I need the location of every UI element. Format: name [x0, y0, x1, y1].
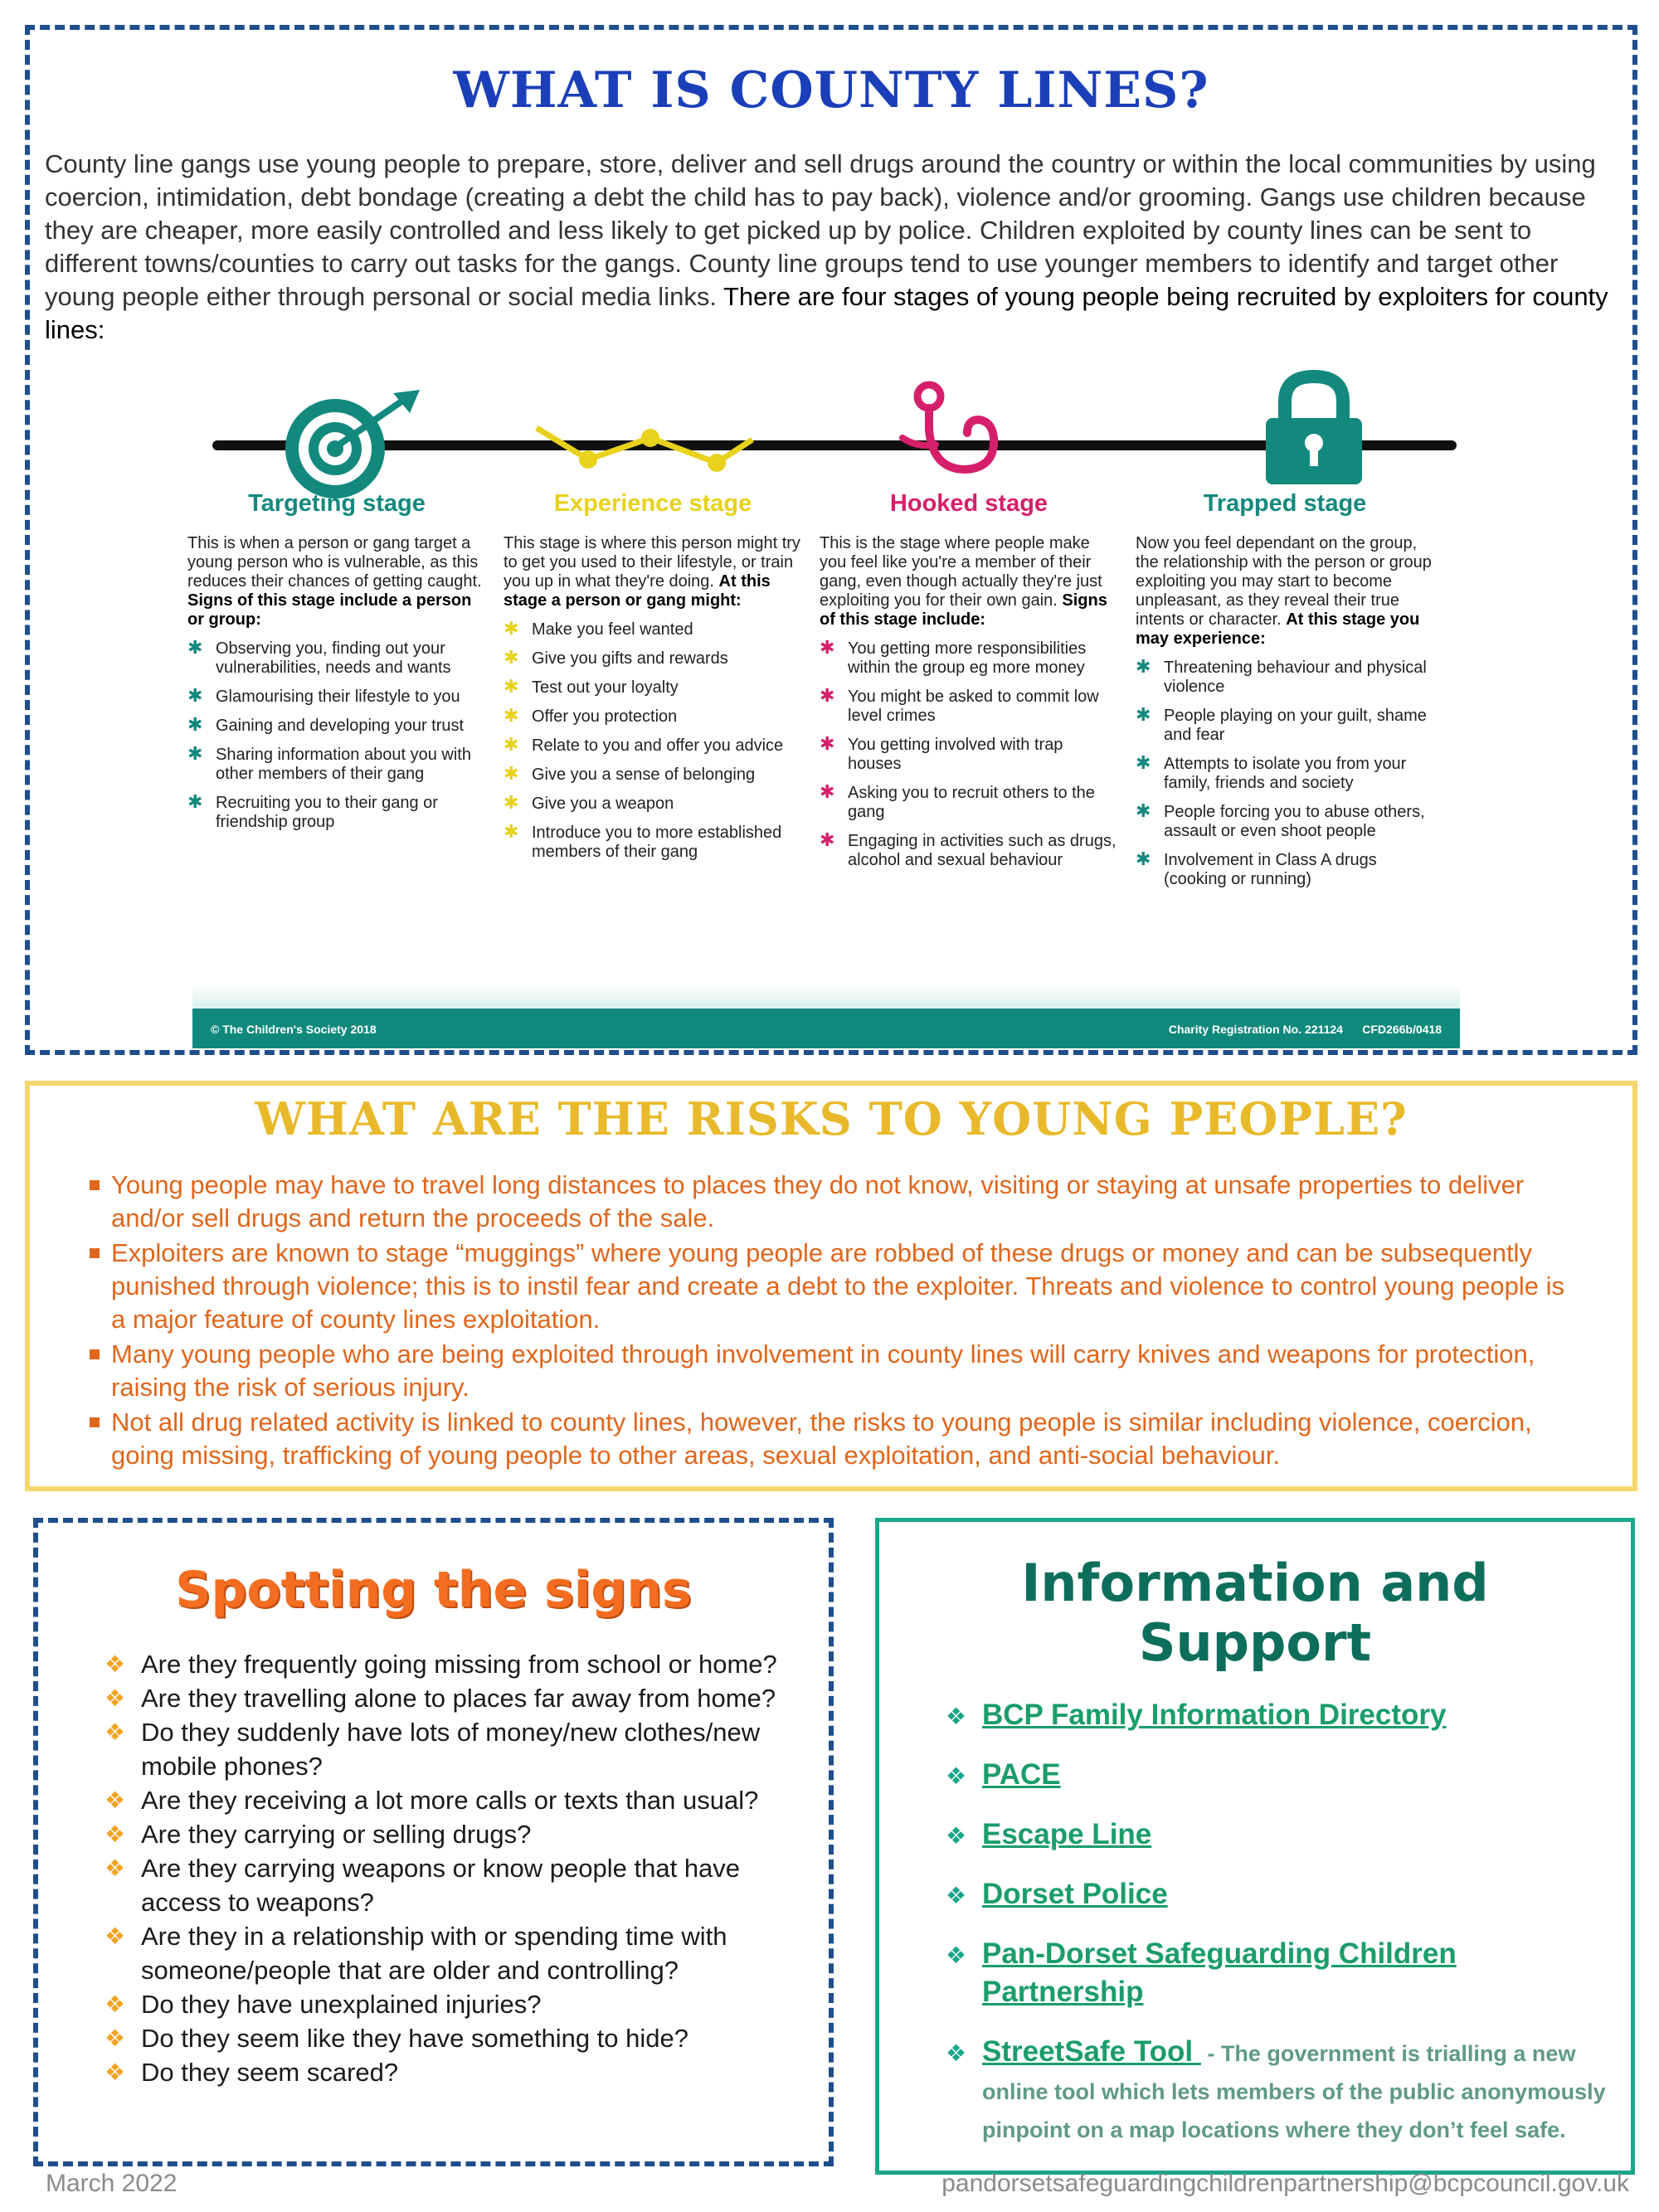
stage-trapped	[1136, 490, 1434, 899]
list-item: ✱ You might be asked to commit low level crimes	[820, 685, 1099, 725]
stages-infographic	[169, 370, 1460, 1036]
charity-registration-text: Charity Registration No. 221124 CFD266b/0418	[1168, 1023, 1442, 1036]
diamond-bullet-icon: ❖	[105, 1685, 126, 1711]
fish-hook-icon	[899, 378, 1015, 486]
link-pace[interactable]: PACE	[982, 1758, 1061, 1791]
intro-paragraph	[45, 148, 1618, 347]
graphic-footer-band	[192, 1009, 1460, 1048]
info-title: Information and Support	[1021, 1553, 1489, 1673]
stage-title: Hooked stage	[889, 490, 1048, 517]
diamond-bullet-icon: ❖	[105, 2025, 126, 2051]
diamond-bullet-icon: ❖	[946, 1763, 967, 1789]
diamond-bullet-icon: ❖	[105, 1855, 126, 1881]
diamond-bullet-icon: ❖	[946, 1704, 967, 1729]
signs-list	[105, 1647, 820, 2089]
list-item: ✱ Recruiting you to their gang or friendship group	[187, 791, 438, 831]
list-item: ✱ Give you a weapon	[504, 792, 674, 813]
diamond-bullet-icon: ❖	[105, 1991, 126, 2017]
list-item	[946, 1696, 1614, 1734]
diamond-bullet-icon: ❖	[105, 2059, 126, 2085]
link-escape-line[interactable]: Escape Line	[982, 1818, 1152, 1850]
stage-hooked	[820, 490, 1118, 880]
list-item: ✱ People forcing you to abuse others, assault or even shoot people	[1136, 800, 1425, 840]
list-item: ✱ Involvement in Class A drugs (cooking or running)	[1136, 848, 1377, 888]
list-item	[946, 1935, 1614, 2011]
list-item: ❖ Do they seem like they have something to hide?	[105, 2021, 820, 2055]
stage-description: This stage is where this person might try to get you used to their lifestyle, or train you up in what they're doing. At this stage a person or gang might:	[504, 534, 800, 610]
list-item	[946, 2033, 1614, 2147]
link-streetsafe-tool[interactable]: StreetSafe Tool	[982, 2035, 1201, 2068]
list-item: ❖ Do they suddenly have lots of money/new clothes/new mobile phones?	[105, 1715, 820, 1783]
stage-title: Experience stage	[553, 490, 752, 517]
stage-list	[504, 620, 802, 862]
list-item: ✱ Engaging in activities such as drugs, alcohol and sexual behaviour	[820, 829, 1117, 869]
list-item: ✱ Relate to you and offer you advice	[504, 734, 784, 755]
link-pan-dorset-safeguarding[interactable]: Pan-Dorset Safeguarding Children Partnership	[982, 1937, 1457, 2008]
footer-date: March 2022	[46, 2170, 178, 2197]
streetsafe-description: - The government is trialling a new online tool which lets members of the public anonymously pinpoint on a map locations where they don’t feel safe.	[982, 2041, 1606, 2142]
stage-description: This is when a person or gang target a young person who is vulnerable, as this reduces their chances of getting caught. Signs of this stage include a person or group:	[187, 534, 482, 629]
graphic-fade	[192, 984, 1460, 1012]
info-links-list	[946, 1696, 1614, 2169]
list-item: ❖ Are they frequently going missing from school or home?	[105, 1647, 820, 1681]
list-item: Young people may have to travel long distances to places they do not know, visiting or staying at unsafe properties to deliver and/or sell drugs and return the proceeds of the sale.	[88, 1169, 1583, 1235]
diamond-bullet-icon: ❖	[105, 1923, 126, 1949]
list-item: Exploiters are known to stage “muggings” where young people are robbed of these drugs or money and can be subsequently punished through violence; this is to instil fear and create a debt to the exploiter. Threats and violence to control young people is a major feature of county lines exploitation.	[88, 1237, 1583, 1336]
diamond-bullet-icon: ❖	[946, 1942, 967, 1968]
link-bcp-family-directory[interactable]: BCP Family Information Directory	[982, 1699, 1447, 1731]
link-dorset-police[interactable]: Dorset Police	[982, 1878, 1168, 1910]
stage-list	[187, 639, 486, 832]
list-item: ✱ Introduce you to more established members of their gang	[504, 821, 782, 861]
list-item: ❖ Do they have unexplained injuries?	[105, 1987, 820, 2021]
stage-title: Targeting stage	[248, 490, 426, 517]
stage-description: Now you feel dependant on the group, the relationship with the person or group exploiting you may start to become unpleasant, as they reveal their true intents or character. At this stage you may experience:	[1136, 534, 1432, 648]
diamond-bullet-icon: ❖	[105, 1651, 126, 1677]
intro-main: County line gangs use young people to prepare, store, deliver and sell drugs around the country or within the local communities by using coercion, intimidation, debt bondage (creating a debt the child has to pay back), violence and/or grooming. Gangs use children because they are cheaper, more easily controlled and less likely to get picked up by police. Children exploited by county lines can be sent to different towns/counties to carry out tasks for the gangs. County line groups tend to use younger members to identify and target other young people either through personal or social media links.	[45, 149, 1596, 311]
diamond-bullet-icon: ❖	[105, 1821, 126, 1847]
diamond-bullet-icon: ❖	[105, 1719, 126, 1745]
list-item: ✱ Attempts to isolate you from your family, friends and society	[1136, 752, 1407, 792]
diamond-bullet-icon: ❖	[105, 1787, 126, 1813]
list-item: ✱ Sharing information about you with other members of their gang	[187, 743, 471, 783]
line-graph-icon	[530, 403, 762, 478]
list-item: ❖ Are they travelling alone to places far away from home?	[105, 1681, 820, 1715]
list-item: ✱ People playing on your guilt, shame and fear	[1136, 704, 1427, 744]
list-item: ✱ Observing you, finding out your vulnerabilities, needs and wants	[187, 637, 451, 677]
list-item: ❖ Are they receiving a lot more calls or texts than usual?	[105, 1783, 820, 1817]
footer-email[interactable]: pandorsetsafeguardingchildrenpartnership@bcpcouncil.gov.uk	[941, 2170, 1629, 2197]
list-item: ✱ You getting more responsibilities within the group eg more money	[820, 637, 1087, 677]
padlock-icon	[1248, 370, 1380, 486]
list-item: ✱ Offer you protection	[504, 705, 678, 726]
intro-end: There are four stages of young people being recruited by exploiters for county lines:	[45, 282, 1608, 344]
list-item: ✱ Gaining and developing your trust	[187, 714, 465, 735]
list-item: ✱ Give you a sense of belonging	[504, 763, 756, 784]
list-item	[946, 1875, 1614, 1913]
diamond-bullet-icon: ❖	[946, 1823, 967, 1849]
stage-targeting	[187, 490, 486, 842]
stage-experience	[504, 490, 802, 872]
list-item: ✱ You getting involved with trap houses	[820, 733, 1063, 773]
list-item: ✱ Glamourising their lifestyle to you	[187, 685, 460, 706]
list-item: Not all drug related activity is linked to county lines, however, the risks to young people is similar including violence, coercion, going missing, trafficking of young people to other areas, sexual exploitation, and anti-social behaviour.	[88, 1406, 1583, 1472]
signs-title: Spotting the signs	[175, 1561, 692, 1619]
stage-list	[820, 639, 1118, 870]
copyright-text: © The Children's Society 2018	[211, 1023, 377, 1036]
diamond-bullet-icon: ❖	[946, 2040, 967, 2066]
list-item: Many young people who are being exploited through involvement in county lines will carry knives and weapons for protection, raising the risk of serious injury.	[88, 1338, 1583, 1404]
info-support-section	[875, 1518, 1635, 2175]
signs-section	[33, 1518, 834, 2166]
list-item: ✱ Give you gifts and rewards	[504, 647, 728, 668]
risks-section	[25, 1081, 1637, 1491]
list-item: ✱ Threatening behaviour and physical violence	[1136, 656, 1427, 696]
stage-list	[1136, 656, 1434, 889]
diamond-bullet-icon: ❖	[946, 1883, 967, 1908]
list-item	[946, 1756, 1614, 1794]
list-item: ❖ Are they in a relationship with or spending time with someone/people that are older and controlling?	[105, 1919, 820, 1987]
list-item: ❖ Are they carrying weapons or know people that have access to weapons?	[105, 1851, 820, 1919]
county-lines-title: WHAT IS COUNTY LINES?	[453, 61, 1209, 119]
list-item: ✱ Make you feel wanted	[504, 618, 693, 639]
stage-title: Trapped stage	[1203, 490, 1367, 517]
risks-title: WHAT ARE THE RISKS TO YOUNG PEOPLE?	[255, 1092, 1408, 1145]
list-item: ❖ Do they seem scared?	[105, 2055, 820, 2089]
list-item: ✱ Test out your loyalty	[504, 676, 679, 697]
list-item: ❖ Are they carrying or selling drugs?	[105, 1817, 820, 1851]
county-lines-section	[25, 25, 1637, 1055]
list-item: ✱ Asking you to recruit others to the gang	[820, 781, 1095, 821]
stage-description: This is the stage where people make you feel like you're a member of their gang, even though actually they're just exploiting you for their own gain. Signs of this stage include:	[820, 534, 1107, 629]
risks-list	[88, 1169, 1583, 1474]
list-item	[946, 1816, 1614, 1854]
